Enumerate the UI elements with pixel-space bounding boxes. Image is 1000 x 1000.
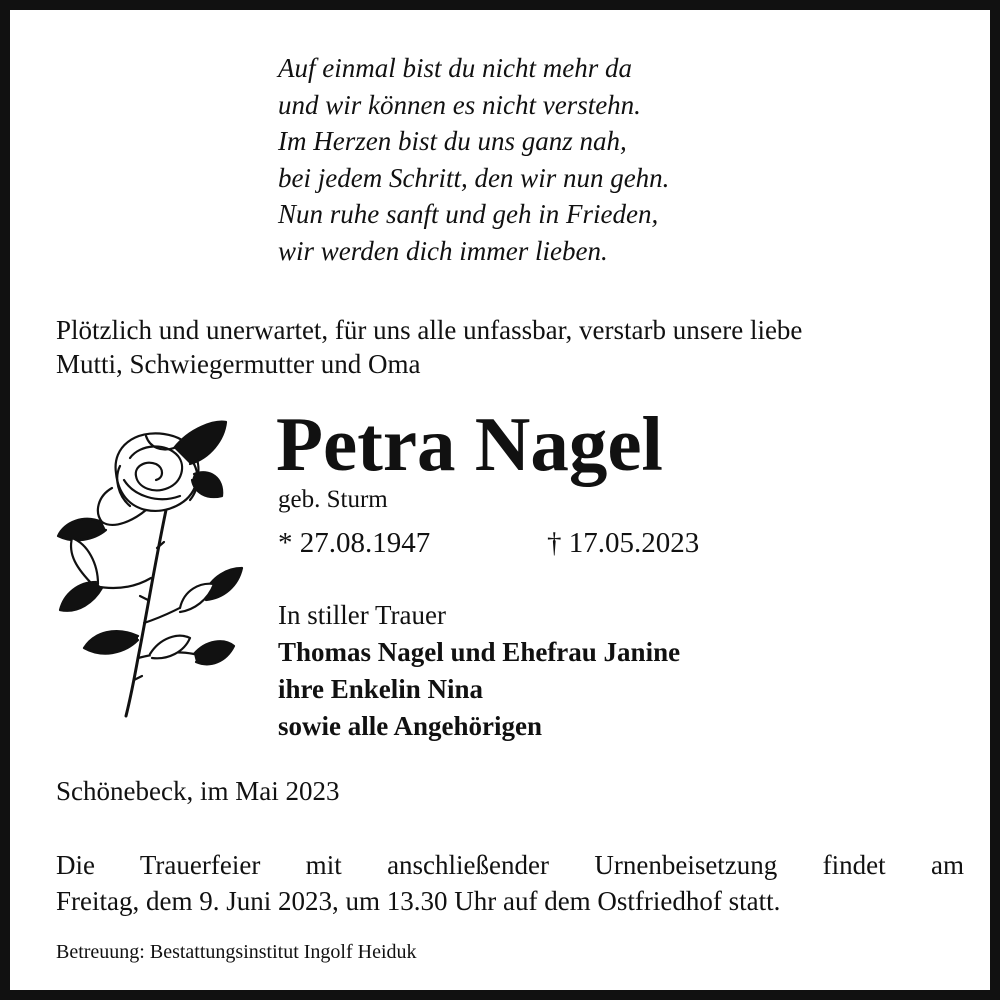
mourner-name: Thomas Nagel und Ehefrau Janine: [278, 637, 681, 667]
rose-icon: [54, 418, 244, 718]
announcement-line: Plötzlich und unerwartet, für uns alle unfassbar, verstarb unsere liebe: [56, 315, 803, 345]
ceremony-line: Die Trauerfeier mit anschließender Urnenbeisetzung findet am: [56, 850, 964, 880]
mourners-block: [278, 597, 680, 745]
mourner-name: ihre Enkelin Nina: [278, 674, 484, 704]
poem-line: bei jedem Schritt, den wir nun gehn.: [278, 162, 670, 193]
place-and-date: Schönebeck, im Mai 2023: [56, 776, 340, 806]
poem-line: Im Herzen bist du uns ganz nah,: [278, 126, 627, 156]
deceased-name: Petra Nagel: [276, 401, 663, 487]
mourner-name: sowie alle Angehörigen: [278, 711, 542, 741]
announcement-text: [56, 313, 968, 381]
birth-date: * 27.08.1947: [278, 527, 431, 559]
poem-line: Nun ruhe sanft und geh in Frieden,: [278, 199, 659, 229]
announcement-line: Mutti, Schwiegermutter und Oma: [56, 349, 421, 379]
mourners-intro: In stiller Trauer: [278, 600, 446, 630]
memorial-poem: [278, 50, 838, 269]
poem-line: wir werden dich immer lieben.: [278, 235, 608, 266]
birth-name: geb. Sturm: [278, 486, 388, 513]
poem-line: Auf einmal bist du nicht mehr da: [278, 53, 632, 83]
funeral-home-credit: Betreuung: Bestattungsinstitut Ingolf Heiduk: [56, 941, 417, 963]
death-date: † 17.05.2023: [547, 527, 700, 559]
ceremony-info: [56, 847, 964, 919]
poem-line: und wir können es nicht verstehn.: [278, 89, 641, 120]
ceremony-line: Freitag, dem 9. Juni 2023, um 13.30 Uhr auf dem Ostfriedhof statt.: [56, 886, 781, 916]
